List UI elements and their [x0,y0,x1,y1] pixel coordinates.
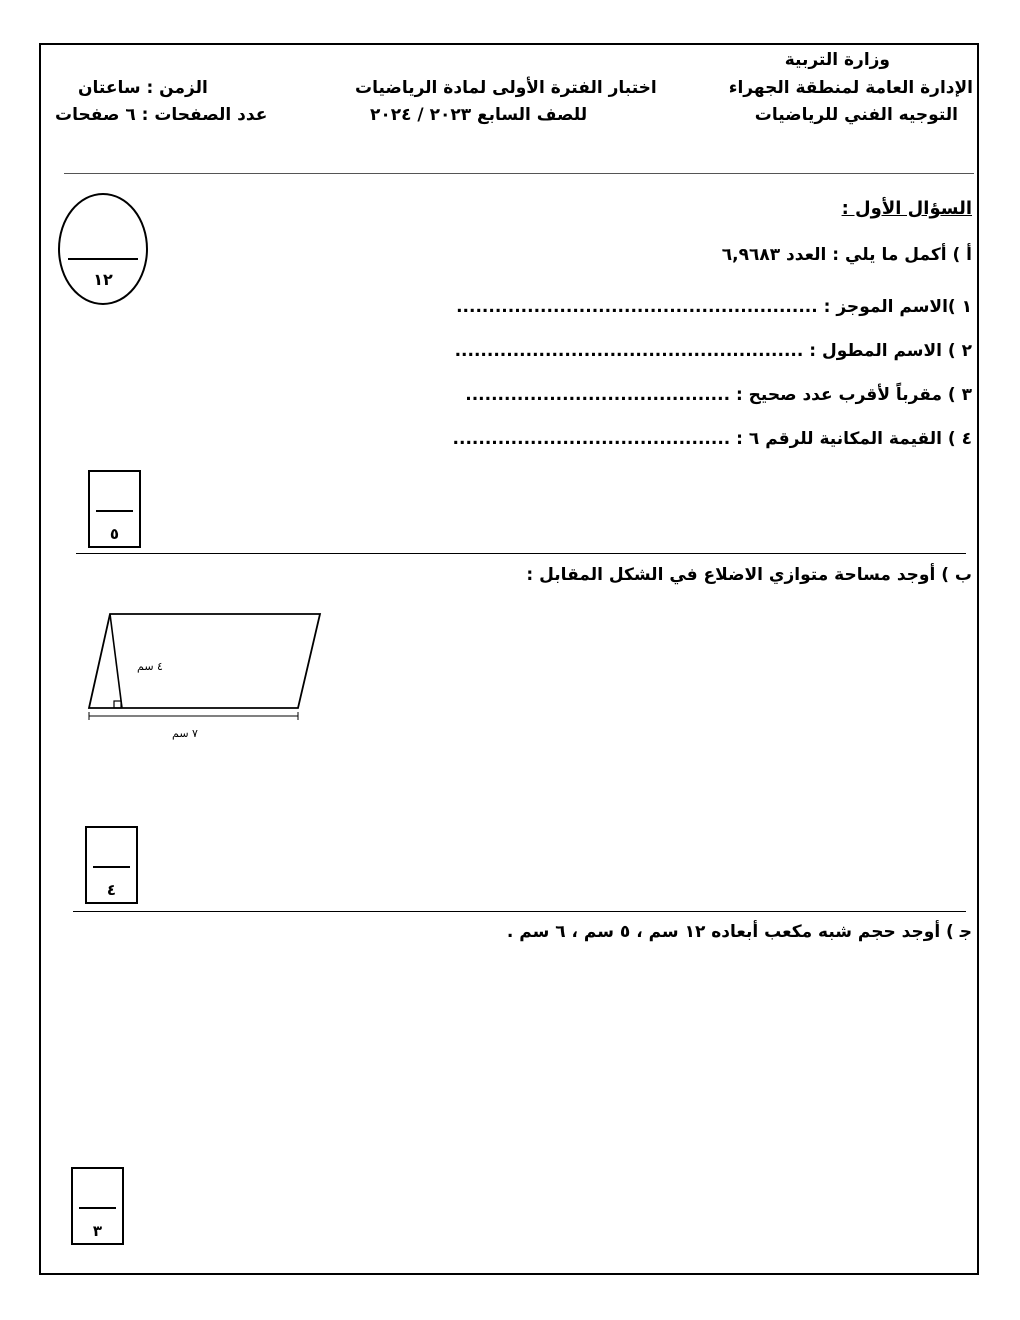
parallelogram-figure [80,605,340,755]
score-line [96,510,133,512]
part-c-score-box [71,1167,124,1245]
part-a-item-3: ٣ ) مقرباً لأقرب عدد صحيح : ......................................... [465,385,972,405]
right-angle-mark [114,701,121,708]
page-count: عدد الصفحات : ٦ صفحات [55,105,268,125]
question-title: السؤال الأول : [841,198,972,219]
part-b-score-value: ٤ [106,881,117,899]
header-ministry: وزارة التربية [784,50,890,70]
part-c-prompt: ﺟ ) أوجد حجم شبه مكعب أبعاده ١٢ سم ، ٥ سم ، ٦ سم . [506,922,972,942]
header-divider [64,173,974,174]
part-a-divider [76,553,966,554]
score-line [93,866,130,868]
header-directorate: الإدارة العامة لمنطقة الجهراء [728,78,973,98]
height-line [110,614,122,708]
part-b-score-box [85,826,138,904]
part-c-score-value: ٣ [92,1222,103,1240]
score-line [68,258,138,260]
total-score-oval [58,193,148,305]
part-a-prompt: أ ) أكمل ما يلي : العدد ٦,٩٦٨٣ [721,245,972,265]
exam-title: اختبار الفترة الأولى لمادة الرياضيات [355,78,657,98]
part-a-score-value: ٥ [109,525,120,543]
part-a-item-1: ١ )الاسم الموجز : ........................................................ [456,297,972,317]
grade-year: للصف السابع ٢٠٢٣ / ٢٠٢٤ [370,105,588,125]
part-b-prompt: ب ) أوجد مساحة متوازي الاضلاع في الشكل المقابل : [526,565,972,585]
score-line [79,1207,116,1209]
part-a-item-2: ٢ ) الاسم المطول : ...................................................... [454,341,972,361]
part-a-item-4: ٤ ) القيمة المكانية للرقم ٦ : ........................................... [452,429,972,449]
base-label: ٧ سم [172,727,198,740]
part-a-score-box [88,470,141,548]
header-department: التوجيه الفني للرياضيات [754,105,958,125]
total-score-value: ١٢ [93,270,113,289]
part-b-divider [73,911,966,912]
parallelogram-shape [89,614,320,708]
exam-time: الزمن : ساعتان [78,78,208,98]
height-label: ٤ سم [137,660,163,673]
